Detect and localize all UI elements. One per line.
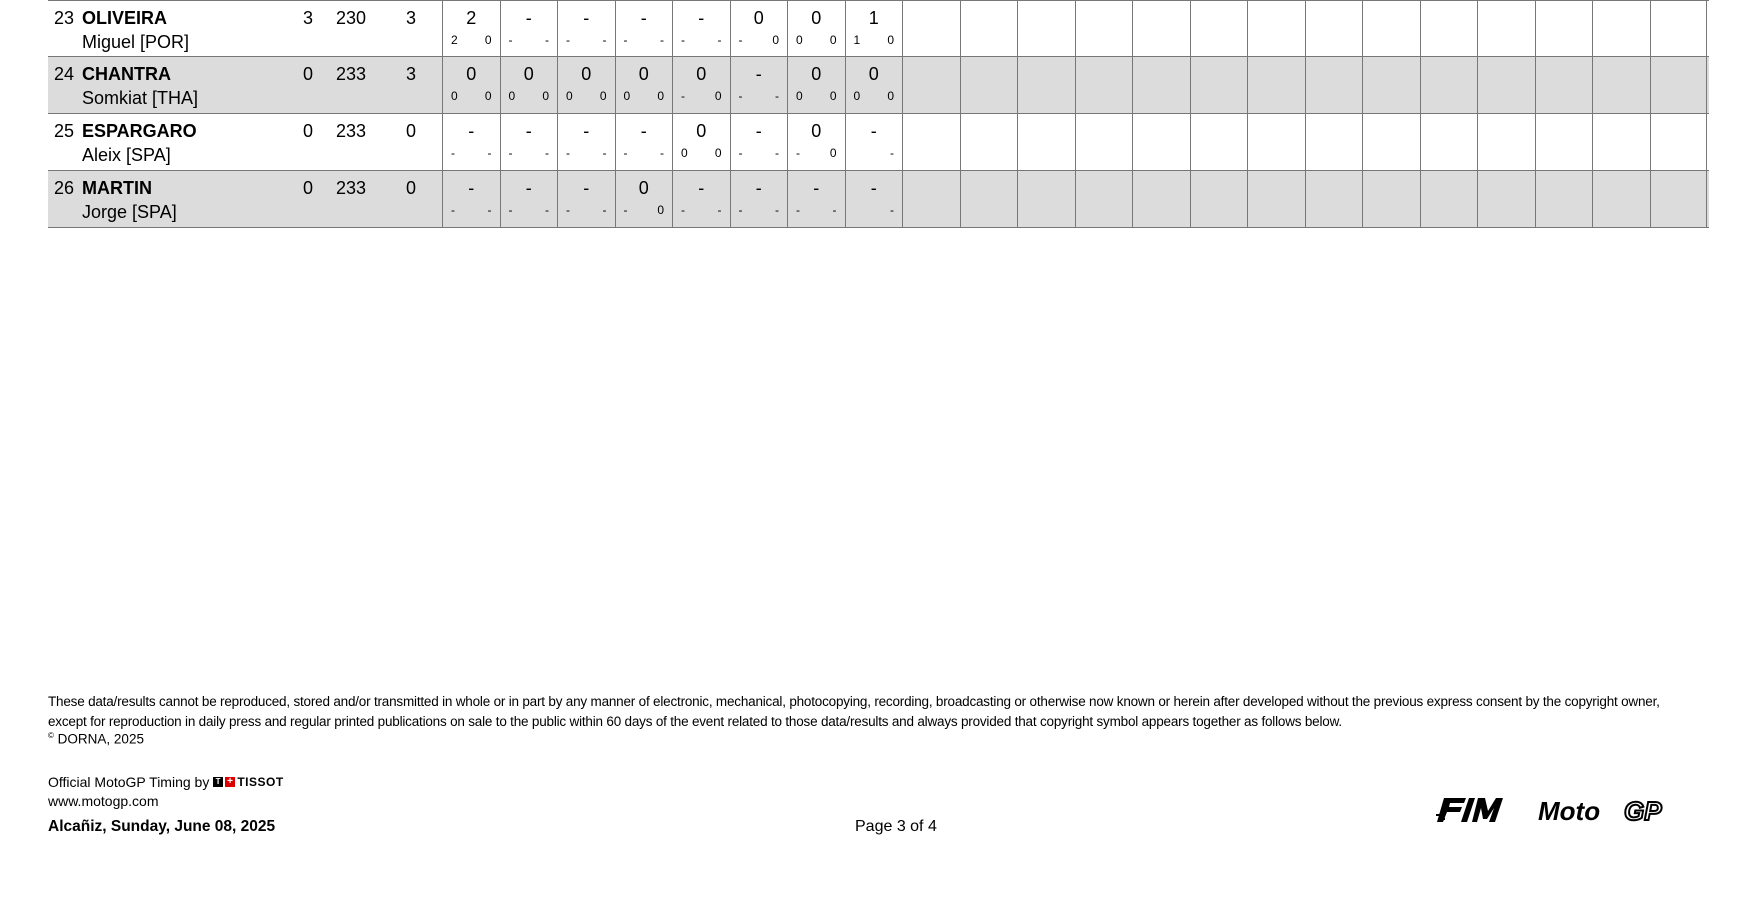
round-cell bbox=[442, 114, 500, 170]
rider-gain: 3 bbox=[405, 8, 416, 28]
round-cell bbox=[787, 114, 845, 170]
round-cell bbox=[960, 171, 1018, 227]
round-cell bbox=[1362, 114, 1420, 170]
round-cell bbox=[1535, 114, 1593, 170]
round-cell bbox=[672, 57, 730, 113]
round-total: - bbox=[813, 178, 820, 198]
round-race: - bbox=[660, 146, 664, 160]
rider-gap: 233 bbox=[335, 121, 367, 141]
round-race: - bbox=[487, 146, 492, 160]
round-cell bbox=[1190, 171, 1248, 227]
round-total: 0 bbox=[696, 121, 707, 141]
round-cell bbox=[1075, 1, 1133, 57]
round-cell bbox=[1075, 57, 1133, 113]
round-cell bbox=[557, 171, 615, 227]
round-sprint: - bbox=[566, 203, 570, 217]
round-race: 0 bbox=[657, 89, 664, 103]
rider-gain: 3 bbox=[405, 64, 416, 84]
round-cell bbox=[1420, 1, 1478, 57]
round-total: 2 bbox=[466, 8, 477, 28]
fim-logo bbox=[1436, 797, 1504, 823]
rider-gap: 233 bbox=[335, 178, 367, 198]
round-cell bbox=[902, 57, 960, 113]
round-race: - bbox=[775, 146, 779, 160]
round-total: - bbox=[640, 121, 647, 141]
round-cell bbox=[1017, 114, 1075, 170]
round-cell bbox=[1477, 171, 1535, 227]
round-cell bbox=[1017, 1, 1075, 57]
round-race: - bbox=[545, 33, 549, 47]
round-cell bbox=[845, 114, 903, 170]
round-sprint: 0 bbox=[451, 89, 458, 103]
round-cell bbox=[787, 171, 845, 227]
round-cell bbox=[902, 171, 960, 227]
round-cell bbox=[960, 1, 1018, 57]
round-cell bbox=[1592, 114, 1650, 170]
round-sprint: 0 bbox=[853, 89, 861, 103]
round-cell bbox=[1535, 1, 1593, 57]
round-cell bbox=[1477, 1, 1535, 57]
rider-surname: OLIVEIRA bbox=[82, 8, 168, 28]
round-total: - bbox=[468, 121, 475, 141]
round-cell bbox=[1420, 114, 1478, 170]
round-sprint: - bbox=[566, 146, 570, 160]
round-sprint: - bbox=[508, 33, 513, 47]
rider-position: 25 bbox=[54, 121, 75, 141]
rider-points: 0 bbox=[302, 178, 313, 198]
rider-row bbox=[48, 171, 1709, 228]
round-cell bbox=[1132, 114, 1190, 170]
round-race: 0 bbox=[829, 33, 837, 47]
round-cell bbox=[1477, 114, 1535, 170]
round-cell bbox=[615, 114, 673, 170]
round-cell bbox=[1075, 114, 1133, 170]
round-race: 0 bbox=[714, 146, 722, 160]
round-race: 0 bbox=[599, 89, 607, 103]
round-cell bbox=[1190, 1, 1248, 57]
round-cell bbox=[1017, 57, 1075, 113]
round-sprint: - bbox=[451, 146, 455, 160]
round-race: - bbox=[602, 146, 607, 160]
round-sprint: - bbox=[738, 203, 743, 217]
round-sprint: 2 bbox=[451, 33, 458, 47]
round-cell bbox=[1017, 171, 1075, 227]
round-race: 0 bbox=[714, 89, 722, 103]
rider-firstname-nation: Miguel [POR] bbox=[82, 32, 190, 52]
round-race: - bbox=[890, 146, 894, 160]
round-cell bbox=[960, 114, 1018, 170]
round-cell bbox=[730, 57, 788, 113]
round-cell bbox=[500, 171, 558, 227]
round-cell bbox=[1420, 57, 1478, 113]
round-cell bbox=[730, 171, 788, 227]
swiss-cross-icon: + bbox=[227, 776, 234, 787]
round-sprint: - bbox=[566, 33, 570, 47]
round-cell bbox=[1247, 1, 1305, 57]
round-cell bbox=[1535, 171, 1593, 227]
round-sprint: 0 bbox=[796, 33, 803, 47]
round-cell bbox=[1592, 1, 1650, 57]
rider-row bbox=[48, 57, 1709, 114]
round-sprint: - bbox=[796, 146, 800, 160]
tissot-logo bbox=[213, 775, 283, 789]
website-link[interactable]: www.motogp.com bbox=[48, 793, 159, 809]
rider-row bbox=[48, 0, 1709, 57]
round-cell bbox=[1247, 114, 1305, 170]
round-sprint: - bbox=[738, 89, 743, 103]
round-total: 0 bbox=[523, 64, 534, 84]
round-sprint: - bbox=[681, 203, 685, 217]
round-cell bbox=[845, 57, 903, 113]
round-cell bbox=[845, 1, 903, 57]
round-race: - bbox=[487, 203, 492, 217]
rider-position: 26 bbox=[54, 178, 75, 198]
round-total: - bbox=[698, 8, 705, 28]
round-total: - bbox=[525, 121, 532, 141]
rider-firstname-nation: Somkiat [THA] bbox=[82, 88, 199, 108]
round-cell bbox=[845, 171, 903, 227]
round-race: 0 bbox=[772, 33, 779, 47]
round-total: - bbox=[525, 178, 532, 198]
round-sprint: 0 bbox=[623, 89, 631, 103]
round-total: 0 bbox=[811, 64, 822, 84]
round-cell bbox=[1650, 1, 1708, 57]
round-cell bbox=[902, 114, 960, 170]
timing-label: Official MotoGP Timing by bbox=[48, 774, 210, 790]
round-cell bbox=[500, 1, 558, 57]
round-total: 1 bbox=[868, 8, 879, 28]
round-cell bbox=[1247, 171, 1305, 227]
round-cell bbox=[730, 114, 788, 170]
round-cell bbox=[1477, 57, 1535, 113]
round-race: 0 bbox=[887, 33, 894, 47]
round-cell bbox=[1305, 114, 1363, 170]
round-cell bbox=[960, 57, 1018, 113]
round-sprint: 0 bbox=[508, 89, 516, 103]
round-race: 0 bbox=[484, 89, 492, 103]
round-total: - bbox=[698, 178, 705, 198]
round-cell bbox=[787, 57, 845, 113]
rider-points: 0 bbox=[302, 64, 313, 84]
tissot-wordmark: TISSOT bbox=[237, 775, 284, 789]
round-total: 0 bbox=[811, 121, 822, 141]
round-race: 0 bbox=[829, 89, 837, 103]
round-sprint: 0 bbox=[681, 146, 688, 160]
round-total: - bbox=[525, 8, 532, 28]
copyright-symbol: © bbox=[48, 731, 54, 740]
rider-gain: 0 bbox=[405, 121, 416, 141]
motogp-logo bbox=[1538, 798, 1688, 824]
rider-points: 0 bbox=[302, 121, 313, 141]
round-race: - bbox=[717, 33, 722, 47]
round-total: - bbox=[870, 121, 877, 141]
rider-surname: MARTIN bbox=[82, 178, 152, 198]
event-location-date: Alcañiz, Sunday, June 08, 2025 bbox=[48, 818, 276, 835]
round-cell bbox=[1362, 57, 1420, 113]
round-sprint: - bbox=[508, 146, 513, 160]
round-race: - bbox=[717, 203, 722, 217]
round-cell bbox=[615, 57, 673, 113]
round-cell bbox=[1362, 171, 1420, 227]
round-total: - bbox=[870, 178, 877, 198]
round-race: - bbox=[602, 33, 607, 47]
round-total: - bbox=[755, 178, 762, 198]
rider-surname: ESPARGARO bbox=[82, 121, 197, 141]
round-total: 0 bbox=[638, 178, 649, 198]
round-sprint: - bbox=[623, 146, 628, 160]
rider-points: 3 bbox=[302, 8, 313, 28]
round-race: - bbox=[545, 203, 549, 217]
round-cell bbox=[1305, 57, 1363, 113]
svg-text:GP: GP bbox=[1624, 798, 1662, 824]
round-sprint: - bbox=[738, 146, 743, 160]
round-cell bbox=[730, 1, 788, 57]
round-total: - bbox=[583, 178, 590, 198]
round-race: - bbox=[660, 33, 664, 47]
round-total: 0 bbox=[638, 64, 649, 84]
rider-surname: CHANTRA bbox=[82, 64, 171, 84]
round-race: - bbox=[775, 203, 779, 217]
rider-row bbox=[48, 114, 1709, 171]
round-cell bbox=[1190, 57, 1248, 113]
round-sprint: - bbox=[508, 203, 513, 217]
round-cell bbox=[442, 1, 500, 57]
round-sprint: 0 bbox=[796, 89, 803, 103]
round-sprint: - bbox=[738, 33, 743, 47]
round-cell bbox=[1075, 171, 1133, 227]
rider-position: 23 bbox=[54, 8, 75, 28]
round-sprint: 0 bbox=[566, 89, 573, 103]
official-timing bbox=[48, 774, 284, 790]
round-race: - bbox=[890, 203, 894, 217]
round-cell bbox=[1650, 171, 1708, 227]
round-sprint: - bbox=[451, 203, 455, 217]
round-cell bbox=[902, 1, 960, 57]
standings-table bbox=[48, 0, 1709, 228]
round-race: - bbox=[602, 203, 607, 217]
round-cell bbox=[615, 171, 673, 227]
round-race: - bbox=[545, 146, 549, 160]
rider-position: 24 bbox=[54, 64, 75, 84]
round-cell bbox=[672, 114, 730, 170]
round-cell bbox=[787, 1, 845, 57]
round-total: 0 bbox=[696, 64, 707, 84]
round-cell bbox=[1592, 171, 1650, 227]
round-cell bbox=[442, 57, 500, 113]
svg-text:Moto: Moto bbox=[1538, 798, 1601, 824]
page-number: Page 3 of 4 bbox=[855, 818, 937, 835]
rider-firstname-nation: Jorge [SPA] bbox=[82, 202, 177, 222]
round-total: 0 bbox=[868, 64, 879, 84]
rider-gap: 233 bbox=[335, 64, 367, 84]
round-total: - bbox=[755, 64, 762, 84]
round-cell bbox=[1132, 57, 1190, 113]
round-cell bbox=[672, 171, 730, 227]
round-total: 0 bbox=[466, 64, 477, 84]
round-cell bbox=[1247, 57, 1305, 113]
round-cell bbox=[557, 1, 615, 57]
round-cell bbox=[1650, 57, 1708, 113]
round-sprint: 1 bbox=[853, 33, 861, 47]
round-cell bbox=[1650, 114, 1708, 170]
round-cell bbox=[1305, 171, 1363, 227]
round-cell bbox=[1420, 171, 1478, 227]
round-race: 0 bbox=[657, 203, 664, 217]
round-race: 0 bbox=[887, 89, 894, 103]
round-race: - bbox=[832, 203, 837, 217]
rider-gap: 230 bbox=[335, 8, 367, 28]
round-sprint: - bbox=[623, 33, 628, 47]
round-cell bbox=[442, 171, 500, 227]
copyright-holder: DORNA, 2025 bbox=[57, 731, 144, 747]
round-sprint: - bbox=[623, 203, 628, 217]
round-cell bbox=[1305, 1, 1363, 57]
round-race: 0 bbox=[484, 33, 492, 47]
tissot-t-icon: T bbox=[213, 777, 223, 787]
round-total: - bbox=[640, 8, 647, 28]
round-total: 0 bbox=[811, 8, 822, 28]
round-sprint: - bbox=[681, 89, 685, 103]
round-cell bbox=[1132, 171, 1190, 227]
round-total: - bbox=[468, 178, 475, 198]
round-total: 0 bbox=[753, 8, 764, 28]
round-cell bbox=[1190, 114, 1248, 170]
round-cell bbox=[1132, 1, 1190, 57]
rider-gain: 0 bbox=[405, 178, 416, 198]
rider-firstname-nation: Aleix [SPA] bbox=[82, 145, 171, 165]
round-total: 0 bbox=[581, 64, 592, 84]
round-cell bbox=[500, 114, 558, 170]
round-total: - bbox=[583, 8, 590, 28]
copyright-line bbox=[48, 731, 144, 747]
copyright-disclaimer: These data/results cannot be reproduced, stored and/or transmitted in whole or in part by any manner of electronic, mechanical, photocopying, recording, broadcasting or otherwise now known or herein after developed without the previous express consent by the copyright owner, except for reproduction in daily press and regular printed publications on sale to the public within 60 days of the event related to those data/results and always provided that copyright symbol appears together as follows below. bbox=[48, 694, 1660, 729]
round-cell bbox=[557, 114, 615, 170]
round-race: 0 bbox=[829, 146, 837, 160]
round-cell bbox=[1535, 57, 1593, 113]
round-cell bbox=[500, 57, 558, 113]
round-cell bbox=[557, 57, 615, 113]
round-race: 0 bbox=[542, 89, 549, 103]
round-sprint: - bbox=[796, 203, 800, 217]
round-sprint: - bbox=[681, 33, 685, 47]
round-cell bbox=[1362, 1, 1420, 57]
round-cell bbox=[1592, 57, 1650, 113]
round-total: - bbox=[583, 121, 590, 141]
round-race: - bbox=[775, 89, 779, 103]
round-cell bbox=[672, 1, 730, 57]
round-cell bbox=[615, 1, 673, 57]
round-total: - bbox=[755, 121, 762, 141]
